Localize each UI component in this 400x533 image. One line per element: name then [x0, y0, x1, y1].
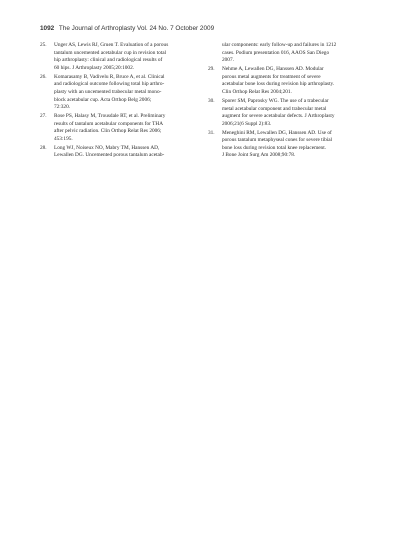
reference-text-line: porous metal augments for treatment of severe — [222, 73, 321, 80]
reference-number: 27. — [40, 113, 47, 120]
reference-text-line: Sporer SM, Paprosky WG. The use of a trabecular — [222, 97, 329, 104]
running-header — [40, 25, 370, 33]
reference-text-line: after pelvic radiation. Clin Orthop Relat Res 2006; — [54, 128, 162, 135]
reference-text-line: Meneghini RM, Lewallen DG, Hanssen AD. Use of — [222, 129, 332, 136]
reference-entry — [40, 145, 190, 160]
reference-text-line: Clin Orthop Relat Res 2004;201. — [222, 88, 292, 95]
reference-entry — [208, 66, 364, 96]
reference-text-line: 453:195. — [54, 135, 73, 142]
reference-text-line: porous tantalum metaphyseal cones for severe tibial — [222, 137, 333, 144]
reference-number: 29. — [208, 66, 215, 73]
reference-text-line: J Bone Joint Surg Am 2008;90:78. — [222, 152, 296, 159]
reference-entry — [208, 42, 364, 65]
reference-text-line: block acetabular cup. Acta Orthop Belg 2006; — [54, 96, 152, 103]
reference-text-line: cases. Podium presentation 016, AAOS San Diego — [222, 49, 330, 56]
reference-text-line: augment for severe acetabular defects. J Arthroplasty — [222, 113, 335, 120]
references-right-column — [208, 42, 364, 161]
reference-text-line: acetabular bone loss during revision hip arthroplasty. — [222, 81, 335, 88]
reference-entry — [40, 74, 190, 112]
reference-entry — [40, 113, 190, 143]
reference-text-line: 2006;21(6 Suppl 2):83. — [222, 120, 272, 127]
reference-number: 30. — [208, 97, 215, 104]
reference-number: 31. — [208, 129, 215, 136]
reference-text-line: plasty with an uncemented trabecular metal mono- — [54, 88, 162, 95]
reference-number: 25. — [40, 42, 47, 48]
reference-entry — [40, 42, 190, 72]
reference-text-line: metal acetabular component and trabecular metal — [222, 105, 327, 112]
reference-text-line: Rose PS, Halasy M, Trousdale RT, et al. Preliminary — [54, 113, 166, 120]
reference-text-line: Komarasamy B, Vadivelu R, Bruce A, et al. Clinical — [54, 73, 165, 80]
reference-text-line: tantalum uncemented acetabular cup in revision total — [54, 49, 167, 56]
reference-text-line: 60 hips. J Arthroplasty 2005;20:1002. — [54, 64, 135, 71]
reference-text-line: ular components: early follow-up and failures in 1212 — [222, 42, 337, 48]
reference-text-line: 2007. — [222, 57, 234, 64]
reference-number: 28. — [40, 144, 47, 151]
reference-text-line: results of tantalum acetabular components for THA — [54, 120, 164, 127]
reference-text-line: Nehme A, Lewallen DG, Hanssen AD. Modular — [222, 66, 324, 73]
journal-title: The Journal of Arthroplasty Vol. 24 No. 7 October 2009 — [58, 25, 215, 32]
reference-text-line: Unger AS, Lewis RJ, Gruen T. Evaluation of a porous — [54, 42, 169, 48]
reference-text-line: hip arthroplasty: clinical and radiological results of — [54, 57, 163, 64]
reference-text-line: bone loss during revision total knee replacement. — [222, 144, 326, 151]
reference-text-line: 72:320. — [54, 104, 71, 111]
references-left-column — [40, 42, 190, 161]
reference-text-line: Lewallen DG. Uncemented porous tantalum acetab- — [54, 152, 165, 159]
reference-entry — [208, 130, 364, 160]
reference-text-line: and radiological outcome following total hip arthro- — [54, 81, 165, 88]
reference-entry — [208, 98, 364, 128]
page-number: 1092 — [40, 25, 55, 32]
reference-text-line: Long WJ, Noiseux NO, Mabry TM, Hanssen AD, — [54, 144, 160, 151]
reference-number: 26. — [40, 73, 47, 80]
